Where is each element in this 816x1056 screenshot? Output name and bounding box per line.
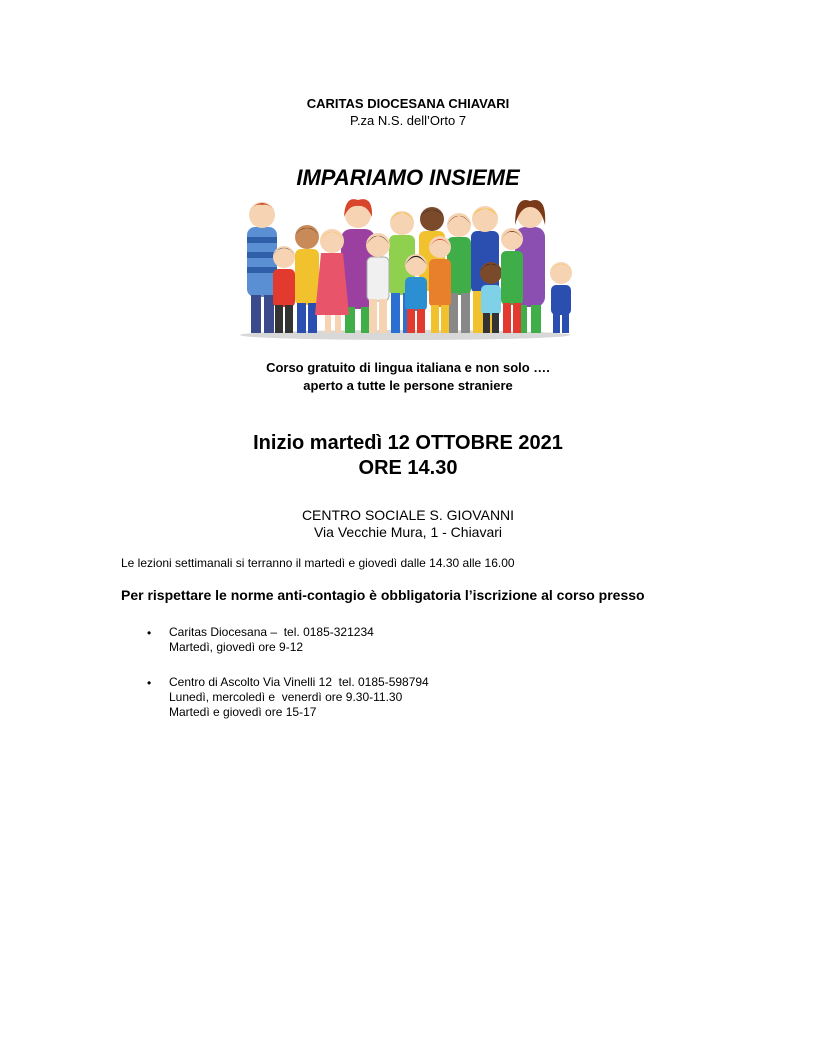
children-group-illustration — [233, 197, 578, 342]
start-date: Inizio martedì 12 OTTOBRE 2021 — [253, 432, 563, 454]
registration-notice: Per rispettare le norme anti-contagio è obbligatoria l’iscrizione al corso presso — [121, 587, 645, 603]
contact-1-line-1: Caritas Diocesana – tel. 0185-321234 — [169, 625, 374, 639]
contact-2-line-1: Centro di Ascolto Via Vinelli 12 tel. 0185-598794 — [169, 675, 429, 689]
course-audience: aperto a tutte le persone straniere — [303, 378, 513, 393]
organization-address: P.za N.S. dell’Orto 7 — [349, 113, 467, 128]
bullet-icon: • — [147, 676, 152, 690]
course-title: IMPARIAMO INSIEME — [296, 165, 520, 190]
contact-2-line-2: Lunedì, mercoledì e venerdì ore 9.30-11.30 — [169, 690, 403, 704]
bullet-icon: • — [147, 626, 152, 640]
contact-2-line-3: Martedì e giovedì ore 15-17 — [169, 705, 317, 719]
course-description: Corso gratuito di lingua italiana e non solo …. — [266, 360, 550, 375]
lessons-schedule: Le lezioni settimanali si terranno il martedì e giovedì dalle 14.30 alle 16.00 — [121, 556, 515, 570]
organization-name: CARITAS DIOCESANA CHIAVARI — [306, 96, 510, 111]
contact-1-line-2: Martedì, giovedì ore 9-12 — [169, 640, 304, 654]
venue-name: CENTRO SOCIALE S. GIOVANNI — [301, 507, 515, 523]
venue-address: Via Vecchie Mura, 1 - Chiavari — [313, 524, 503, 540]
start-time: ORE 14.30 — [358, 457, 458, 479]
